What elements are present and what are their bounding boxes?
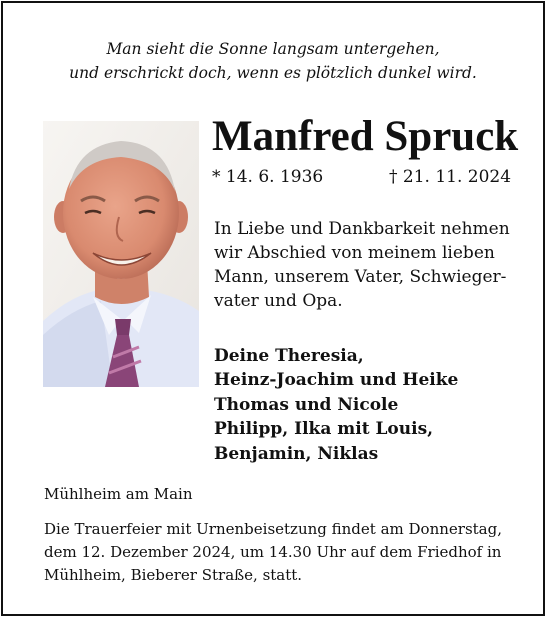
message-line: In Liebe und Dankbarkeit nehmen — [214, 219, 510, 239]
family-line: Philipp, Ilka mit Louis, — [214, 419, 434, 440]
quote-line-1: Man sieht die Sonne langsam untergehen, — [106, 40, 440, 58]
funeral-line: Mühlheim, Bieberer Straße, statt. — [44, 566, 303, 584]
farewell-message — [214, 217, 524, 313]
family-line: Heinz-Joachim und Heike — [214, 370, 459, 391]
deceased-name: Manfred Spruck — [212, 113, 519, 160]
message-line: Mann, unserem Vater, Schwieger- — [214, 267, 507, 287]
birth-date: * 14. 6. 1936 — [212, 167, 324, 187]
family-line: Thomas und Nicole — [214, 394, 399, 415]
quote-line-2: und erschrickt doch, wenn es plötzlich dunkel wird. — [69, 64, 477, 82]
death-date: † 21. 11. 2024 — [389, 167, 512, 187]
family-signatures — [214, 344, 524, 466]
message-line: wir Abschied von meinem lieben — [214, 243, 495, 263]
funeral-line: Die Trauerfeier mit Urnenbeisetzung findet am Donnerstag, — [44, 520, 502, 538]
place-name: Mühlheim am Main — [44, 485, 193, 503]
message-line: vater und Opa. — [214, 291, 343, 311]
family-line: Benjamin, Niklas — [214, 443, 379, 464]
funeral-line: dem 12. Dezember 2024, um 14.30 Uhr auf dem Friedhof in — [44, 543, 502, 561]
obituary-notice — [1, 1, 545, 616]
funeral-details — [44, 518, 518, 587]
portrait-photo — [43, 121, 199, 387]
memorial-quote — [3, 37, 543, 85]
family-line: Deine Theresia, — [214, 346, 364, 366]
